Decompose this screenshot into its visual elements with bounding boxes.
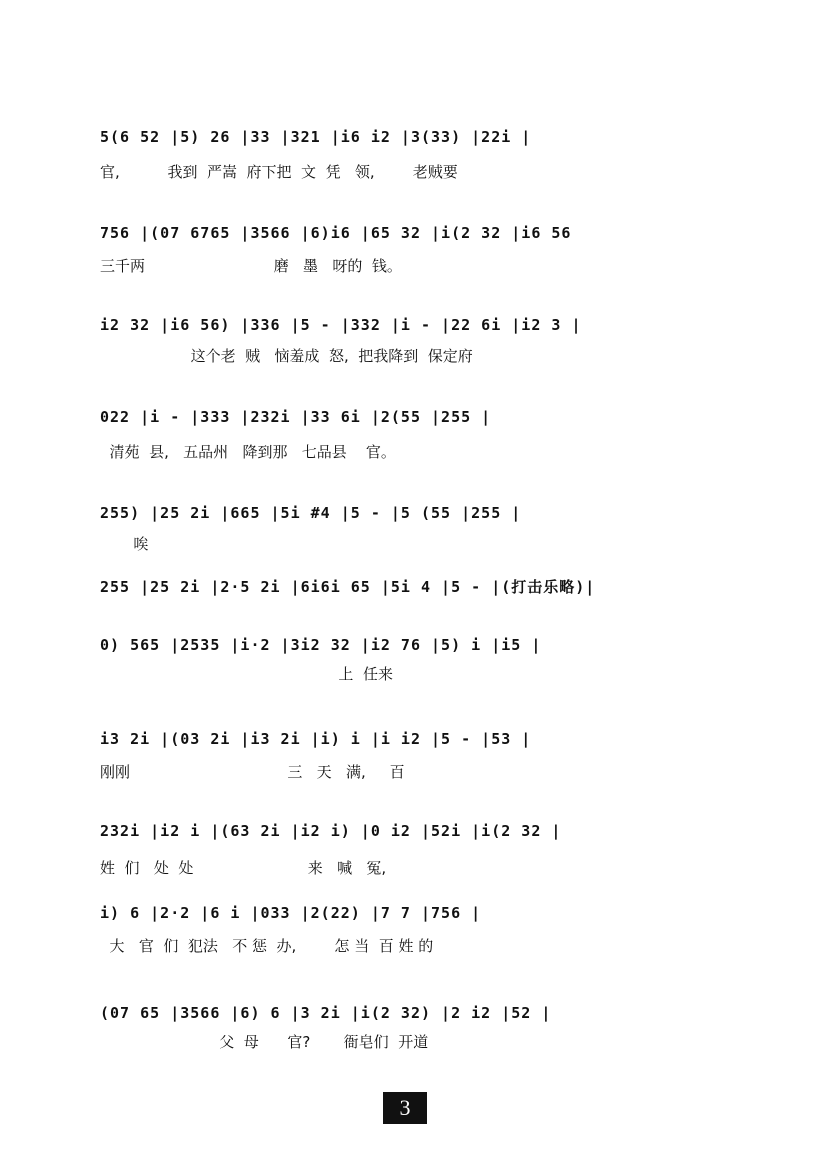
lyric-line-5: 唉: [100, 535, 149, 553]
lyric-line-9: 姓 们 处 处 来 喊 冤,: [100, 859, 387, 877]
lyric-line-1: 官, 我到 严嵩 府下把 文 凭 领, 老贼要: [100, 163, 458, 181]
notation-line-3: i2 32 |i6 56) |336 |5 - |332 |i - |22 6i |i2 3 |: [100, 316, 582, 334]
lyric-line-10: 大 官 们 犯法 不 惩 办, 怎 当 百 姓 的: [100, 937, 434, 955]
notation-line-6: 255 |25 2i |2·5 2i |6i6i 65 |5i 4 |5 - |(打击乐略)|: [100, 578, 596, 596]
lyric-line-6: [100, 606, 740, 630]
lyric-line-11: 父 母 官? 衙皂们 开道: [100, 1033, 429, 1051]
lyric-line-8: 刚刚 三 天 满, 百: [100, 763, 405, 781]
notation-line-9: 232i |i2 i |(63 2i |i2 i) |0 i2 |52i |i(2 32 |: [100, 822, 562, 840]
lyric-line-7: 上 任来: [100, 665, 393, 683]
notation-line-4: 022 |i - |333 |232i |33 6i |2(55 |255 |: [100, 408, 492, 426]
notation-line-7: 0) 565 |2535 |i·2 |3i2 32 |i2 76 |5) i |i5 |: [100, 636, 542, 654]
notation-line-11: (07 65 |3566 |6) 6 |3 2i |i(2 32) |2 i2 |52 |: [100, 1004, 552, 1022]
lyric-line-3: 这个老 贼 恼羞成 怒, 把我降到 保定府: [100, 347, 473, 365]
notation-line-5: 255) |25 2i |665 |5i #4 |5 - |5 (55 |255 |: [100, 504, 522, 522]
lyric-line-4: 清苑 县, 五品州 降到那 七品县 官。: [100, 443, 396, 461]
notation-line-8: i3 2i |(03 2i |i3 2i |i) i |i i2 |5 - |53 |: [100, 730, 532, 748]
notation-line-1: 5(6 52 |5) 26 |33 |321 |i6 i2 |3(33) |22i |: [100, 128, 532, 146]
lyric-line-2: 三千两 磨 墨 呀的 钱。: [100, 257, 402, 275]
notation-line-2: 756 |(07 6765 |3566 |6)i6 |65 32 |i(2 32 |i6 56: [100, 224, 572, 242]
page-number: 3: [383, 1092, 427, 1124]
notation-line-10: i) 6 |2·2 |6 i |033 |2(22) |7 7 |756 |: [100, 904, 482, 922]
